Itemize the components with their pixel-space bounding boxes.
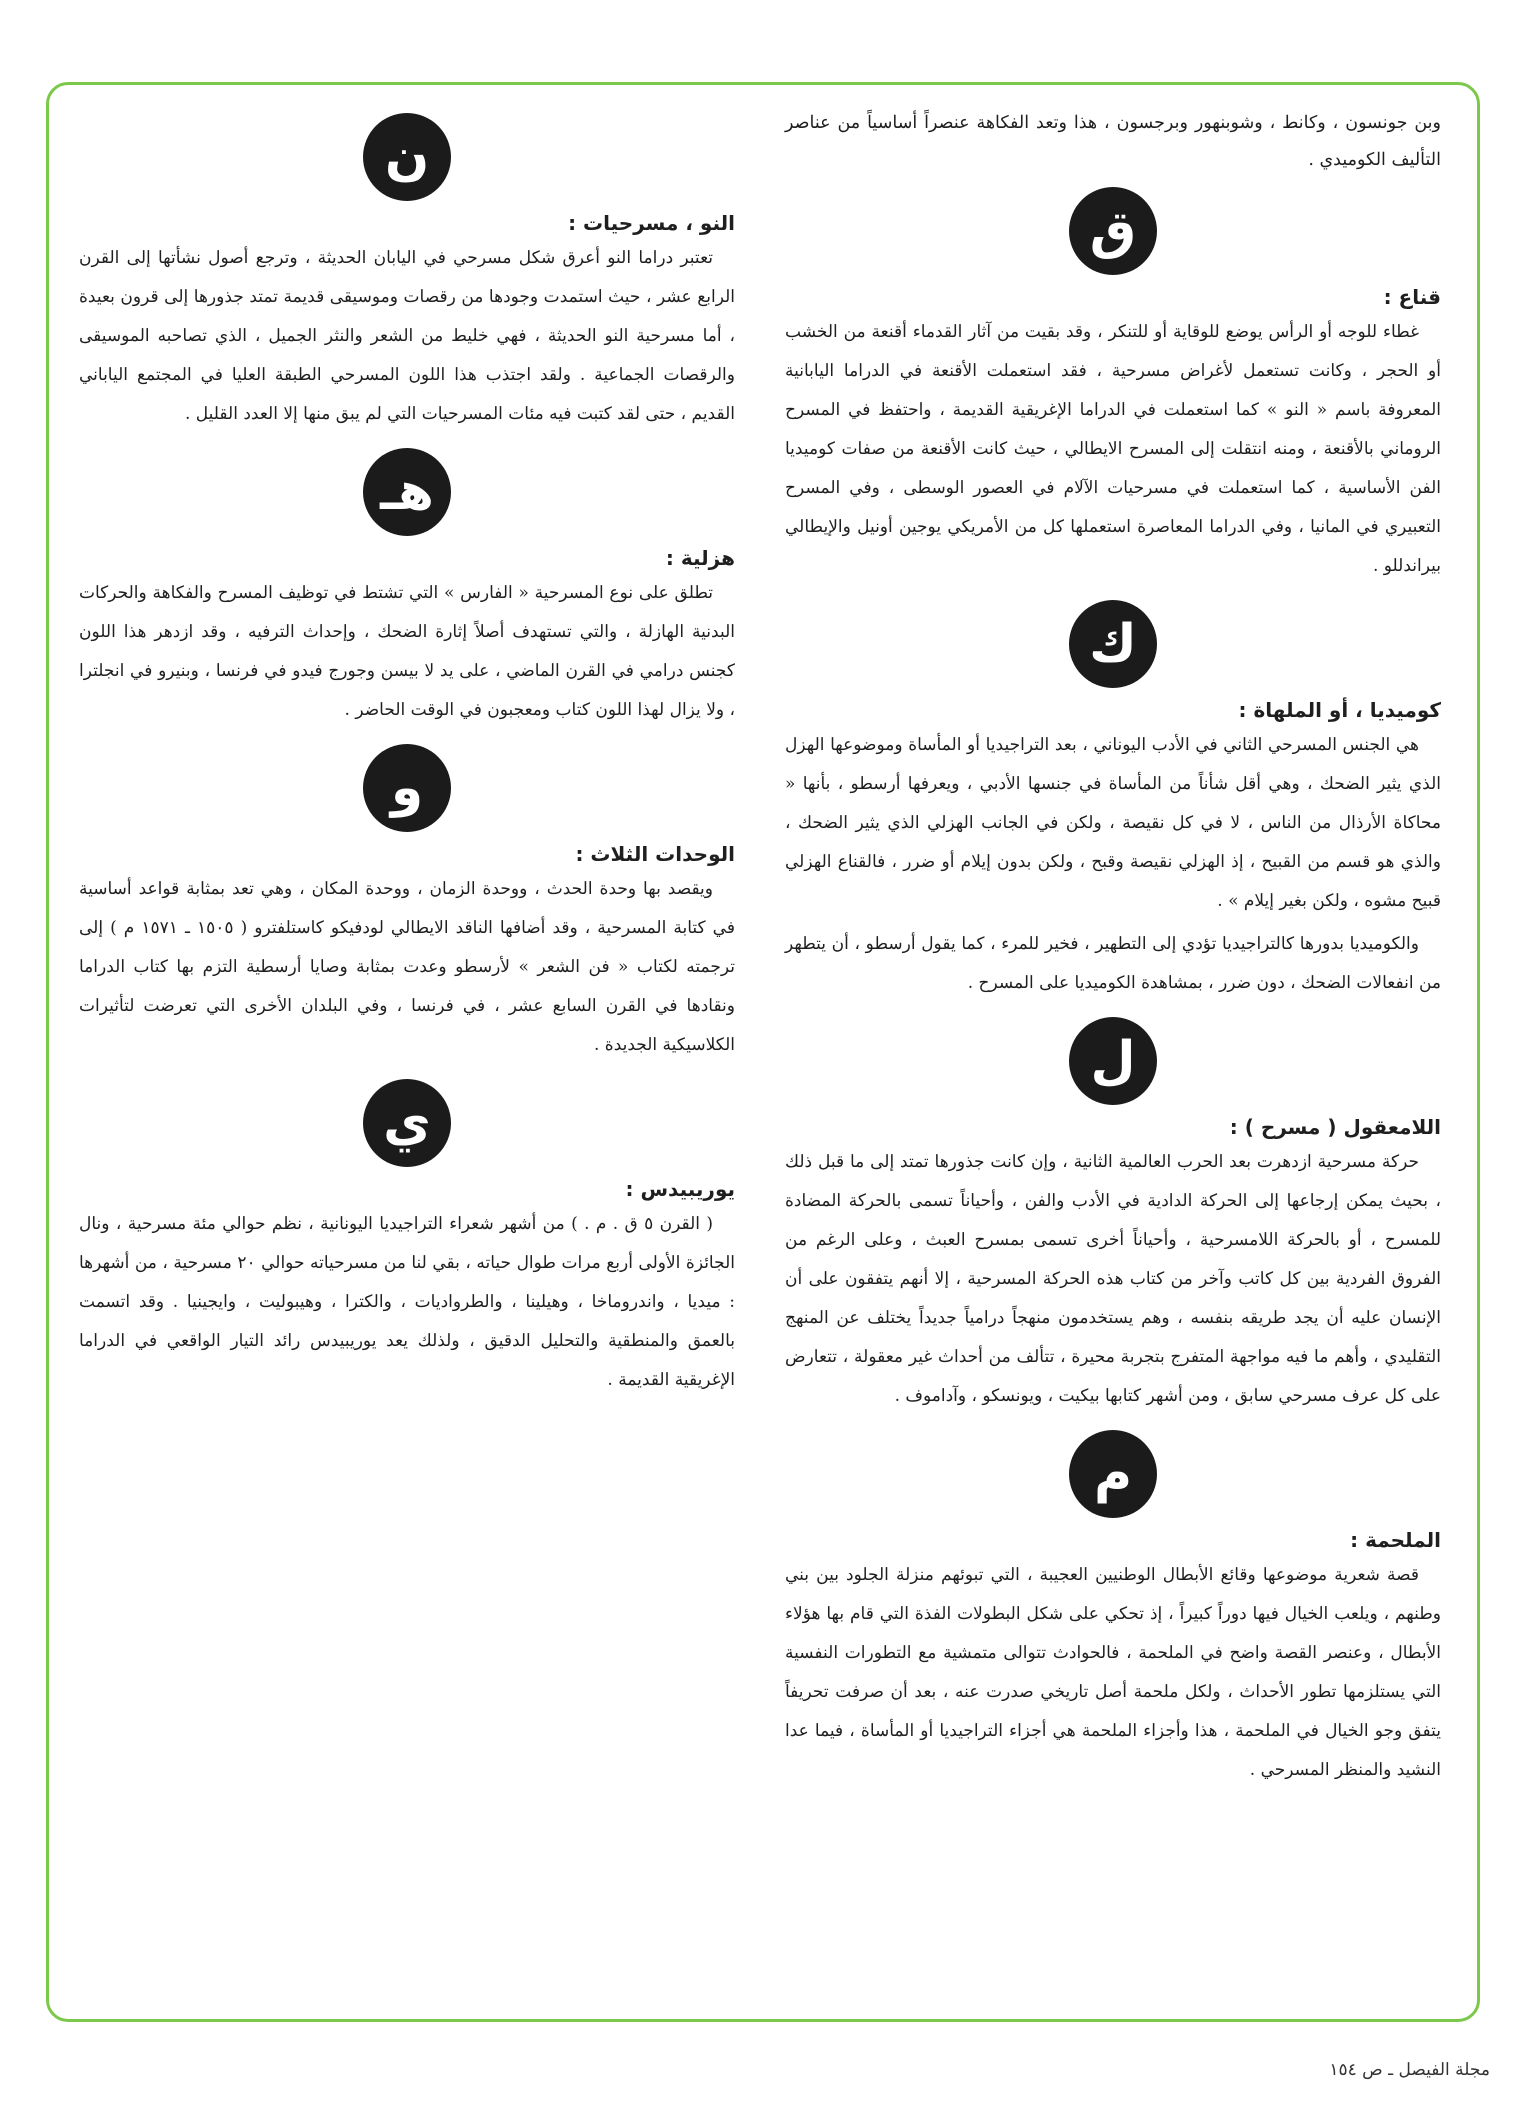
entry-body: تعتبر دراما النو أعرق شكل مسرحي في اليابان الحديثة ، وترجع أصول نشأتها إلى القرن الرابع عشر ، حيث استمدت وجودها من رقصات وموسيقى قديمة تمتد جذورها إلى قرون بعيدة ، أما مسرحية النو الحديثة ، فهي خليط من الشعر والنثر الجميل ، الذي تصاحبه الموسيقى والرقصات الجماعية . ولقد اجتذب هذا اللون المسرحي الطبقة العليا في المجتمع الياباني القديم ، حتى لقد كتبت فيه مئات المسرحيات التي لم يبق منها إلا العدد القليل . — [79, 248, 735, 424]
page-frame — [46, 82, 1480, 2022]
intro-paragraph: وبن جونسون ، وكانط ، وشوبنهور وبرجسون ، هذا وتعد الفكاهة عنصراً أساسياً من عناصر التأليف الكوميدي . — [785, 113, 1441, 170]
letter-badge-icon: ك — [1069, 600, 1157, 688]
entry-three-unities — [79, 744, 735, 1065]
entry-title: اللامعقول ( مسرح ) : — [1229, 1115, 1441, 1139]
letter-badge-icon: ل — [1069, 1017, 1157, 1105]
entry-title: كوميديا ، أو الملهاة : — [1238, 698, 1441, 722]
entry-title: الملحمة : — [1350, 1528, 1441, 1552]
entry-noh — [79, 113, 735, 434]
letter-badge-icon: ي — [363, 1079, 451, 1167]
entry-title: قناع : — [1383, 285, 1441, 309]
entry-body: تطلق على نوع المسرحية « الفارس » التي تشتط في توظيف المسرح والفكاهة والحركات البدنية الهازلة ، والتي تستهدف أصلاً إثارة الضحك ، وإحداث الترفيه ، وقد ازدهر هذا اللون كجنس درامي في القرن الماضي ، على يد لا بيسن وجورج فيدو في فرنسا ، وبنيرو في انجلترا ، ولا يزال لهذا اللون كتاب ومعجبون في الوقت الحاضر . — [79, 583, 735, 720]
entry-farce — [79, 448, 735, 730]
entry-comedy — [785, 600, 1441, 1003]
entry-body: ويقصد بها وحدة الحدث ، ووحدة الزمان ، ووحدة المكان ، وهي تعد بمثابة قواعد أساسية في كتابة المسرحية ، وقد أضافها الناقد الايطالي لودفيكو كاستلفترو ( ١٥٠٥ ـ ١٥٧١ م ) إلى ترجمته لكتاب « فن الشعر » لأرسطو وعدت بمثابة وصايا أرسطية التزم بها كتاب الدراما ونقادها في القرن السابع عشر ، في فرنسا ، وفي البلدان الأخرى التي تعرضت لتأثيرات الكلاسيكية الجديدة . — [79, 879, 735, 1055]
entry-title: هزلية : — [665, 546, 735, 570]
entry-absurd — [785, 1017, 1441, 1416]
entry-body: قصة شعرية موضوعها وقائع الأبطال الوطنيين العجيبة ، التي تبوئهم منزلة الجلود بين بني وطنهم ، ويلعب الخيال فيها دوراً كبيراً ، إذ تحكي على شكل البطولات الفذة التي قام بها هؤلاء الأبطال ، وعنصر القصة واضح في الملحمة ، فالحوادث تتوالى متمشية مع التطورات النفسية التي يستلزمها تطور الأحداث ، ولكل ملحمة أصل تاريخي صدرت عنه ، بعد أن صرفت تحريفاً يتفق وجو الخيال في الملحمة ، هذا وأجزاء الملحمة هي أجزاء التراجيديا أو المأساة ، فيما عدا النشيد والمنظر المسرحي . — [785, 1565, 1441, 1780]
letter-badge-icon: ن — [363, 113, 451, 201]
right-column — [785, 105, 1441, 1804]
entry-qinaa — [785, 187, 1441, 586]
entry-body: حركة مسرحية ازدهرت بعد الحرب العالمية الثانية ، وإن كانت جذورها تمتد إلى ما قبل ذلك ، بحيث يمكن إرجاعها إلى الحركة الدادية في الأدب والفن ، وأحياناً تسمى بالحركة المضادة للمسرح ، أو بالحركة اللامسرحية ، وأحياناً أخرى تسمى بمسرح العبث ، وعلى الرغم من الفروق الفردية بين كل كاتب وآخر من كتاب هذه الحركة المسرحية ، إلا أنهم يتفقون على أن الإنسان عليه أن يجد طريقه بنفسه ، وهم يستخدمون منهجاً درامياً جديداً يختلف عن المنهج التقليدي ، وأهم ما فيه مواجهة المتفرج بتجربة محيرة ، تتألف من أحداث غير معقولة ، تتعارض على كل عرف مسرحي سابق ، ومن أشهر كتابها بيكيت ، ويونسكو ، وآداموف . — [785, 1152, 1441, 1406]
entry-body: والكوميديا بدورها كالتراجيديا تؤدي إلى التطهير ، فخير للمرء ، كما يقول أرسطو ، أن يتطهر من انفعالات الضحك ، دون ضرر ، بمشاهدة الكوميديا على المسرح . — [785, 934, 1441, 993]
entry-body: هي الجنس المسرحي الثاني في الأدب اليوناني ، بعد التراجيديا أو المأساة وموضوعها الهزل الذي يثير الضحك ، وهي أقل شأناً من المأساة في جنسها الأدبي ، ويعرفها أرسطو ، بأنها « محاكاة الأرذال من الناس ، لا في كل نقيصة ، ولكن في الجانب الهزلي الذي يثير الضحك ، والذي هو قسم من القبيح ، إذ الهزلي نقيصة وقبح ، ولكن بدون إيلام أو ضرر ، فالقناع الهزلي قبيح مشوه ، ولكن بغير إيلام » . — [785, 735, 1441, 911]
entry-title: النو ، مسرحيات : — [568, 211, 735, 235]
entry-body: ( القرن ٥ ق . م . ) من أشهر شعراء التراجيديا اليونانية ، نظم حوالي مئة مسرحية ، ونال الجائزة الأولى أربع مرات طوال حياته ، بقي لنا من مسرحياته حوالي ٢٠ مسرحية ، من أشهرها : ميديا ، واندروماخا ، وهيلينا ، والطرواديات ، والكترا ، وهيبوليت ، وايجينيا . وقد اتسمت بالعمق والمنطقية والتحليل الدقيق ، ولذلك يعد يوريبيدس رائد التيار الواقعي في الدراما الإغريقية القديمة . — [79, 1214, 735, 1390]
letter-badge-icon: م — [1069, 1430, 1157, 1518]
letter-badge-icon: ق — [1069, 187, 1157, 275]
entry-euripides — [79, 1079, 735, 1400]
entry-body: غطاء للوجه أو الرأس يوضع للوقاية أو للتنكر ، وقد بقيت من آثار القدماء أقنعة من الخشب أو الحجر ، وكانت تستعمل لأغراض مسرحية ، فقد استعملت الأقنعة في الدراما اليابانية المعروفة باسم « النو » كما استعملت في الدراما الإغريقية القديمة ، واحتفظ في المسرح الروماني بالأقنعة ، ومنه انتقلت إلى المسرح الايطالي ، حيث كانت الأقنعة من صفات كوميديا الفن الأساسية ، كما استعملت في مسرحيات الآلام في العصور الوسطى ، وفي المسرح التعبيري في المانيا ، وفي الدراما المعاصرة استعملها كل من الأمريكي يوجين أونيل والإيطالي بيراندللو . — [785, 322, 1441, 576]
letter-badge-icon: و — [363, 744, 451, 832]
page-footer: مجلة الفيصل ـ ص ١٥٤ — [1329, 2060, 1490, 2080]
letter-badge-icon: هـ — [363, 448, 451, 536]
entry-epic — [785, 1430, 1441, 1790]
left-column — [79, 105, 735, 1414]
entry-title: يوريبيدس : — [625, 1177, 735, 1201]
entry-title: الوحدات الثلاث : — [575, 842, 735, 866]
